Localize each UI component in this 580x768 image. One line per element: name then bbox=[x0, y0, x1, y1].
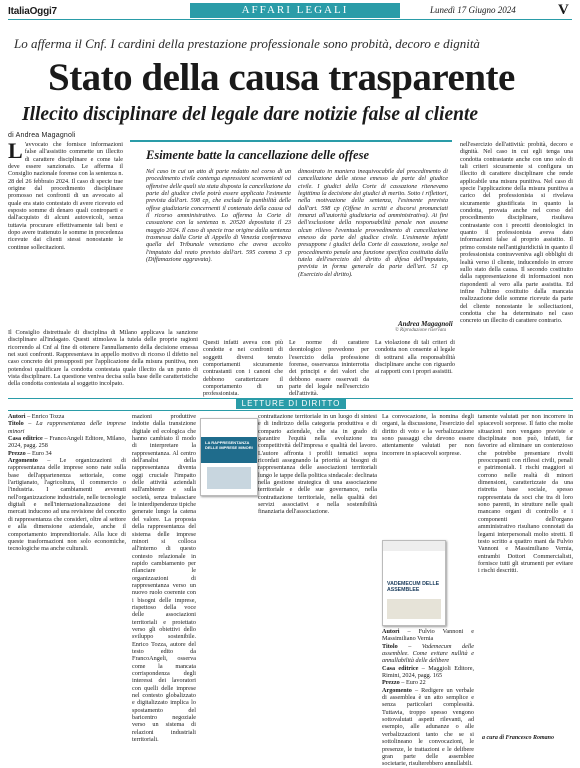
label-argomento: Argomento bbox=[8, 457, 38, 465]
label-autori: Autori bbox=[8, 413, 26, 420]
label-titolo: Titolo bbox=[8, 420, 24, 428]
review-1-publisher: FrancoAngeli Editore, Milano, 2024, pagg. 258 bbox=[8, 435, 126, 450]
article-column-5 bbox=[460, 141, 573, 393]
cover-title-1: LA RAPPRESENTANZA DELLE IMPRESE MINORI bbox=[205, 440, 253, 450]
box-text-1: Nel caso in cui un atto di parte redatto nel corso di un procedimento civile contenga espressioni sconvenienti od offensive delle quali sia stata disposta la cancellazione da parte del giudice civile potrà essere applicata l'esimente prevista dall'art. 598 cp, che esclude la punibilità delle offese giudiziarie concernenti il contenuto della causa od il ricorso amministrativo. Lo afferma la Corte di cassazione con la sentenza n. 20520 depositata il 23 maggio 2024. Il caso di specie trae origine dalla sentenza trasmessa dalla Corte di Appello di Venezia confermava quella del Tribunale veneziano che aveva accolto l'imputato dal reato previsto dall'art. 595 comma 3 cp (Diffamazione aggravata). bbox=[146, 168, 291, 264]
review-1-text: Le organizzazioni di rappresentanza delle imprese sono nate sulla base dell'appartenenza settoriale, come l'artigianato, l'agricoltura, il commercio o l'industria. I cambiamenti avvenuti nell'organizzazione industriale, nelle tecnologie digitali e nell'internazionalizzazione dei mercati inducono ad una revisione del concetto di rappresentanza che consideri, oltre al settore e alla dimensione aziendale, anche il comportamento imprenditoriale. Alla luce di queste trasformazioni non solo economiche, tecnologiche ma anche culturali. bbox=[8, 457, 126, 553]
cover-image bbox=[207, 467, 251, 489]
review-2-publisher: Maggioli Editore, Rimini, 2024, pagg. 165 bbox=[382, 664, 474, 680]
box-title: Esimente batte la cancellazione delle offese bbox=[146, 148, 369, 162]
review-2-column-5 bbox=[478, 413, 573, 746]
drop-cap: L bbox=[8, 138, 23, 163]
box-signature: Andrea Magagnoli bbox=[398, 320, 453, 328]
label-casa: Casa editrice bbox=[8, 435, 43, 443]
letture-signoff: a cura di Francesco Romano bbox=[482, 735, 555, 741]
article-text-5: La violazione di tali criteri di condotta non consente al legale di sottrarsi alla responsabilità disciplinare anche con riguardo ai rapporti con i propri assistiti. bbox=[375, 339, 455, 376]
masthead-logo: ItaliaOggi7 bbox=[8, 6, 57, 17]
review-1-author: Enrico Tozza bbox=[31, 413, 65, 420]
review-2-price: Euro 22 bbox=[405, 679, 426, 687]
review-2-lead bbox=[382, 413, 474, 537]
article-column-2 bbox=[203, 339, 283, 398]
label-prezzo: Prezzo bbox=[8, 449, 26, 457]
cover-title-2: VADEMECUM DELLE ASSEMBLEE bbox=[387, 581, 440, 593]
article-column-4 bbox=[375, 339, 455, 393]
book-cover-2 bbox=[382, 540, 446, 626]
article-headline: Stato della causa trasparente bbox=[48, 56, 515, 99]
article-column-3 bbox=[289, 339, 369, 398]
box-column-1 bbox=[146, 168, 291, 336]
review-2-text-2: tamente valutati per non incorrere in spiacevoli sorprese. Il fatto che molte situazioni non vengano previste e disciplinate non può, infatti, far favorire ad eliminare un contenzioso che potrebbe presentare rivolti preoccupanti con riflessi civili, penali e patrimoniali. I rischi maggiori si corrono nelle realtà di minori dimensioni, caratterizzate da una ristretta base sociale, spesso rappresentata da soci che tra di loro sono parenti, in strutture nelle quali mancano organi di controllo e i componenti dell'organo amministrativo risultano connotati da legami interpersonali molto stretti. Il testo scritto a quattro mani da Fulvio Vannoni e Massimiliano Vernia, entrambi Dottori Commercialisti, fornisce tutti gli strumenti per evitare i rischi descritti. bbox=[478, 413, 573, 575]
label-casa: Casa editrice bbox=[382, 664, 419, 672]
label-argomento: Argomento bbox=[382, 686, 412, 694]
review-1-column-3 bbox=[258, 413, 377, 746]
article-text-3: Questi infatti aveva con più condotte e nei confronti di soggetti diversi tenuto comportamenti sicuramente contrastanti con i canoni che debbono caratterizzare il comportamento di un professionista. bbox=[203, 339, 283, 398]
page-letter: V bbox=[558, 2, 569, 18]
review-1-continued-a bbox=[200, 498, 256, 746]
cover-image bbox=[387, 599, 441, 619]
review-1-text-2: mazioni produttive indotte dalla transizione digitale ed ecologica che hanno cambiato il modo di interpretare la rappresentanza. Al centro dell'analisi della rappresentanza diventa oggi cruciale l'impatto delle attività aziendali sull'ambiente e sulla società, senza tralasciare le interdipendenze tipiche generate lungo la catena del valore. La proposta della rappresentanza del sistema delle imprese minori si colloca all'interno di questo contesto relazionale in rapido cambiamento per rilanciare le organizzazioni di rappresentanza verso un nuovo ruolo coerente con i bisogni delle imprese, rispettoso della voce delle associazioni territoriali e proiettato verso gli obiettivi dello sviluppo sostenibile. Enrico Tozza, autore del testo edito da FrancoAngeli, osserva come la mancata corrispondenza degli interessi dei lavoratori con quelli delle imprese nel contesto globalizzato e digitalizzato implica lo spostamento del baricentro negoziale verso un sistema di relazioni industriali territoriali. bbox=[132, 413, 196, 744]
article-byline: di Andrea Magagnoli bbox=[8, 132, 76, 139]
article-kicker: Lo afferma il Cnf. I cardini della prestazione professionale sono probità, decoro e dignità bbox=[14, 36, 480, 51]
book-cover-1 bbox=[200, 418, 258, 496]
review-1-continued bbox=[132, 413, 196, 746]
article-text-2: Il Consiglio distrettuale di disciplina di Milano applicava la sanzione disciplinare all'indagato. Questi stimolava la tutela delle proprie ragioni ricorrendo al Cnf al fine di ottenere l'annullamento della decisione emessa nei suoi confronti. Rappresentava in appello motivo di ricorso il difetto nel caso concreto dei presupposti per l'applicazione della misura punitiva, non potendosi qualificare la condotta contestata quale illecito da un punto di vista disciplinare. La questione veniva decisa sulla base delle caratteristiche della condotta contestata al soggetto incolpato. bbox=[8, 329, 198, 388]
article-text-6: nell'esercizio dell'attività: probità, decoro e dignità. Nel caso in cui egli tenga una condotta contrastante anche con uno solo di tali criteri sicuramente si configura un illecito di carattere disciplinare che rende applicabile una misura punitiva. Nel caso di specie l'applicazione della misura punitiva a carico del professionista si rivelava sicuramente giustificata in quanto la condotta, provata anche nel corso del procedimento disciplinare, risultava contrastante con i precetti deontologici in quanto il professionista aveva dato informazioni false al proprio assistito. Il primo consiste nell'antigiuridicità in quanto il professionista contravveniva agli obblighi di lealtà verso il cliente, inducendolo in errore sullo stato della causa. Il secondo costituito dalla rappresentazione di informazioni non rispondenti al vero alla parte assistita. Ed infine l'ultimo costituito dalla mancata realizzazione delle somme ricevute da parte del cliente nonostante le sollecitazioni, condotta che ha determinato nel caso concreto un illecito di carattere contrario. bbox=[460, 141, 573, 325]
article-subhead: Illecito disciplinare del legale dare notizie false al cliente bbox=[22, 104, 479, 125]
box-copyright: © Riproduzione riservata bbox=[395, 328, 447, 333]
header-rule bbox=[8, 19, 572, 20]
review-1-title: La rappresentanza delle imprese minori bbox=[8, 420, 126, 435]
box-text-2: dimostrato in maniera inequivocabile dal procedimento di cancellazione delle stesse emesso da parte del giudice civile. I giudici della Corte di cassazione ritenevano legittima la decisione dei giudici di merito. Sotto i riflettori, nella motivazione della sentenza, l'esimente prevista dall'art. 598 cp (Offese in scritti e discorsi pronunciati innanzi all'autorità giudiziaria od amministrativa). Ai fini dell'esclusione della responsabilità penale non assume alcun rilievo l'eventuale provvedimento di cancellazione emesso da parte del giudice civile. L'esimente infatti presuppone i giudici della Corte di cassazione, svolge nel procedimento penale una funzione specifica costituita dalla tutela dell'esercizio del diritto di difesa dell'imputato, prevista in forma generale da parte dell'art. 51 cp (Esercizio del diritto). bbox=[298, 168, 448, 278]
label-titolo: Titolo bbox=[382, 642, 398, 650]
review-1-price: Euro 34 bbox=[31, 449, 52, 457]
article-text-4: Le norme di carattere deontologico prevedono per l'esercizio della professione forense, osservanza ininterrotta dei principi e dei valori che debbono essere osservati da parte del legale nell'esercizio dell'attività. bbox=[289, 339, 369, 398]
label-prezzo: Prezzo bbox=[382, 679, 400, 687]
cover-top bbox=[383, 541, 445, 551]
review-2-meta: Autori – Fulvio Vannoni e Massimiliano Vernia Titolo – Vademecum delle assemblee. Come evitare nullità e annullabilità delle delibere Casa editrice – Maggioli Editore, Rimini, 2024, pagg. 165 Prezzo – Euro 22 Argomento – Redigere un verbale di assemblea è un atto semplice e senza particolari complessità. Tuttavia, troppo spesso vengono sottovalutati aspetti rilevanti, ad esempio, alle adunanze o alle verbalizzazioni tanto che se si sottolineano le convocazioni, le presenze, le trattazioni e le delibere gran parte delle assemblee societarie, risulterebbero annullabili. bbox=[382, 628, 475, 768]
box-column-2 bbox=[298, 168, 448, 318]
review-2-text: Redigere un verbale di assemblea è un atto semplice e senza particolari complessità. Tuttavia, troppo spesso vengono sottovalutati aspetti rilevanti, ad esempio, alle adunanze o alle verbalizzazioni tanto che se si sottolineano le convocazioni, le presenze, le trattazioni e le delibere gran parte delle assemblee societarie, risulterebbero annullabili. bbox=[382, 686, 474, 768]
review-1-text-3: contrattazione territoriale in un luogo di sintesi e di indirizzo della categoria produttiva e di comparto aziendale, che sia in grado di garantire l'equità nella evoluzione tra competitività dell'impresa e qualità del lavoro. L'autore affronta i profili tematici sopra ricordati assegnando la priorità ai bisogni di rappresentanza delle associazioni territoriali lungo le tappe della politica sindacale: declinata nella gestione strategica di una associazione territoriale e delle sue governance, nella contrattazione territoriale, nella qualità dei servizi associativi e nella sostenibilità finanziaria dell'associazione. bbox=[258, 413, 377, 516]
article-text-1: 'avvocato che fornisce informazioni false all'assistito commette un illecito di carattere disciplinare e come tale deve essere sanzionato. Le afferma il Consiglio nazionale forense con la sentenza n. 28 del 26 febbraio 2024. Il caso di specie trae origine dal procedimento disciplinare promosso nei confronti di un avvocato al quale era stato contestato di avere ricevuto ed esposto somme di denaro quali controparti e dall'acquisto di alcuni autoveicoli, senza tuttavia procurare effettivamente tali beni e dopo avere trattenuto le somme in precedenza ricevute dai clienti stessi nonostante le continue sollecitazioni. bbox=[8, 141, 123, 251]
article-column-1 bbox=[8, 138, 123, 329]
letture-label: LETTURE DI DIRITTO bbox=[236, 398, 346, 409]
review-2-title: Vademecum delle assemblee. Come evitare nullità e annullabilità delle delibere bbox=[382, 642, 475, 665]
article-column-1b bbox=[8, 329, 198, 393]
review-2-author: Fulvio Vannoni e Massimiliano Vernia bbox=[382, 628, 475, 643]
review-2-text-1: La convocazione, la nomina degli organi, la discussione, l'esercizio del diritto di voto e la verbalizzazione sono passaggi che devono essere attentamente valutati per non incorrere in spiacevoli sorprese. bbox=[382, 413, 474, 457]
section-label: AFFARI LEGALI bbox=[190, 3, 400, 18]
label-autori: Autori bbox=[382, 628, 400, 635]
issue-date: Lunedì 17 Giugno 2024 bbox=[430, 5, 516, 15]
review-1-column: Autori – Enrico Tozza Titolo – La rappresentanza delle imprese minori Casa editrice – FrancoAngeli Editore, Milano, 2024, pagg. 258 Prezzo – Euro 34 Argomento – Le organizzazioni di rappresentanza delle imprese sono nate sulla base dell'appartenenza settoriale, come l'artigianato, l'agricoltura, il commercio o l'industria. I cambiamenti avvenuti nell'organizzazione industriale, nelle tecnologie digitali e nell'internazionalizzazione dei mercati inducono ad una revisione del concetto di rappresentanza che consideri, oltre al settore e alla dimensione aziendale, anche il comportamento imprenditoriale. Alla luce di queste trasformazioni non solo economiche, tecnologiche ma anche culturali. bbox=[8, 413, 126, 553]
